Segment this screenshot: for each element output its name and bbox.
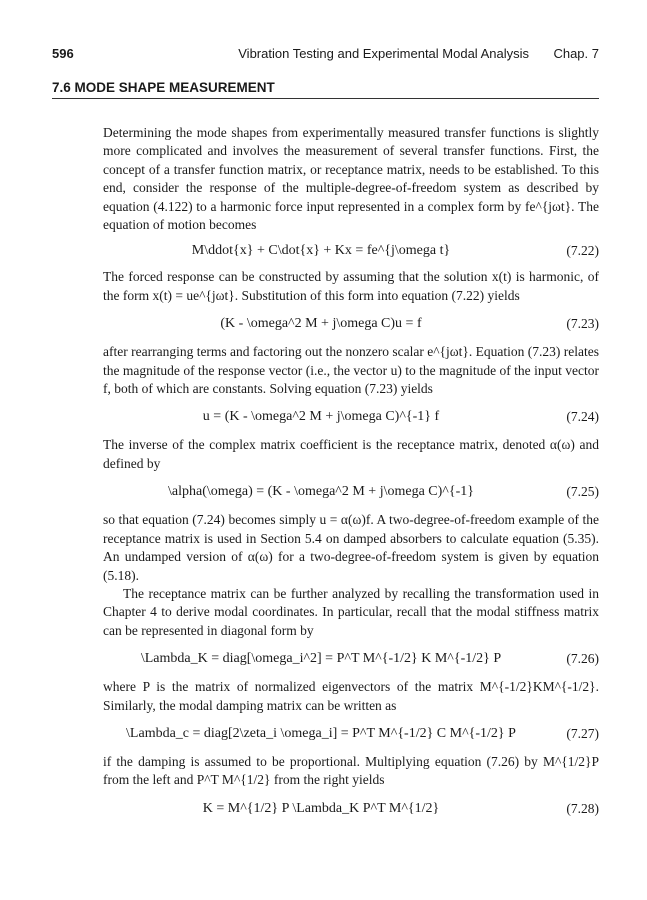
- equation-7-25: [103, 477, 599, 507]
- section-heading: 7.6 MODE SHAPE MEASUREMENT: [52, 80, 599, 99]
- equation-7-26: [103, 644, 599, 674]
- equation-number: (7.22): [566, 243, 599, 259]
- equation-number: (7.24): [566, 409, 599, 425]
- equation-7-23: [103, 309, 599, 339]
- equation-7-22: [103, 238, 599, 264]
- running-header: [52, 46, 599, 62]
- chapter-label: Chap. 7: [553, 46, 599, 61]
- page-number: 596: [52, 46, 74, 61]
- equation-expression: \Lambda_K = diag[\omega_i^2] = P^T M^{-1/2} K M^{-1/2} P: [140, 651, 502, 667]
- paragraph: after rearranging terms and factoring out the nonzero scalar e^{jωt}. Equation (7.23) relates the magnitude of the response vector (i.e., the vector u) to the magnitude of the input vector f, both of which are constants. Solving equation (7.23) yields: [103, 344, 599, 397]
- equation-expression: u = (K - \omega^2 M + j\omega C)^{-1} f: [202, 409, 440, 425]
- equation-7-27: [103, 719, 599, 749]
- equation-7-24: [103, 402, 599, 432]
- paragraph: where P is the matrix of normalized eigenvectors of the matrix M^{-1/2}KM^{-1/2}. Similarly, the modal damping matrix can be written as: [103, 679, 599, 713]
- paragraph: if the damping is assumed to be proportional. Multiplying equation (7.26) by M^{1/2}P from the left and P^T M^{1/2} from the right yields: [103, 753, 599, 788]
- equation-expression: \Lambda_c = diag[2\zeta_i \omega_i] = P^T M^{-1/2} C M^{-1/2} P: [126, 725, 516, 741]
- paragraph: The forced response can be constructed by assuming that the solution x(t) is harmonic, of the form x(t) = ue^{jωt}. Substitution of this form into equation (7.22) yields: [103, 269, 599, 303]
- equation-expression: K = M^{1/2} P \Lambda_K P^T M^{1/2}: [202, 800, 440, 816]
- equation-expression: M\ddot{x} + C\dot{x} + Kx = fe^{j\omega t}: [191, 243, 451, 259]
- body-text: [103, 124, 599, 828]
- paragraph: Determining the mode shapes from experimentally measured transfer functions is slightly more complicated and involves the measurement of several transfer functions. First, the concept of a transfer function matrix, or receptance matrix, needs to be established. To this end, consider the response of the multiple-degree-of-freedom system as described by equation (4.122) to a harmonic force input represented in a complex form by fe^{jωt}. The equation of motion becomes: [103, 125, 599, 233]
- book-title: Vibration Testing and Experimental Modal Analysis: [238, 46, 529, 61]
- equation-number: (7.28): [566, 800, 599, 816]
- equation-7-28: [103, 794, 599, 824]
- equation-number: (7.23): [566, 316, 599, 332]
- paragraph: The receptance matrix can be further analyzed by recalling the transformation used in Chapter 4 to derive modal coordinates. In particular, recall that the modal stiffness matrix can be represented in diagonal form by: [103, 585, 599, 638]
- paragraph: The inverse of the complex matrix coefficient is the receptance matrix, denoted α(ω) and defined by: [103, 437, 599, 471]
- equation-number: (7.27): [566, 725, 599, 741]
- equation-expression: (K - \omega^2 M + j\omega C)u = f: [220, 316, 422, 332]
- equation-number: (7.26): [566, 651, 599, 667]
- equation-number: (7.25): [566, 484, 599, 500]
- paragraph: so that equation (7.24) becomes simply u = α(ω)f. A two-degree-of-freedom example of the receptance matrix is used in Section 5.4 on damped absorbers to calculate equation (5.35). An undamped version of α(ω) for a two-degree-of-freedom system is given by equation (5.18).: [103, 512, 599, 583]
- equation-expression: \alpha(\omega) = (K - \omega^2 M + j\omega C)^{-1}: [168, 484, 474, 500]
